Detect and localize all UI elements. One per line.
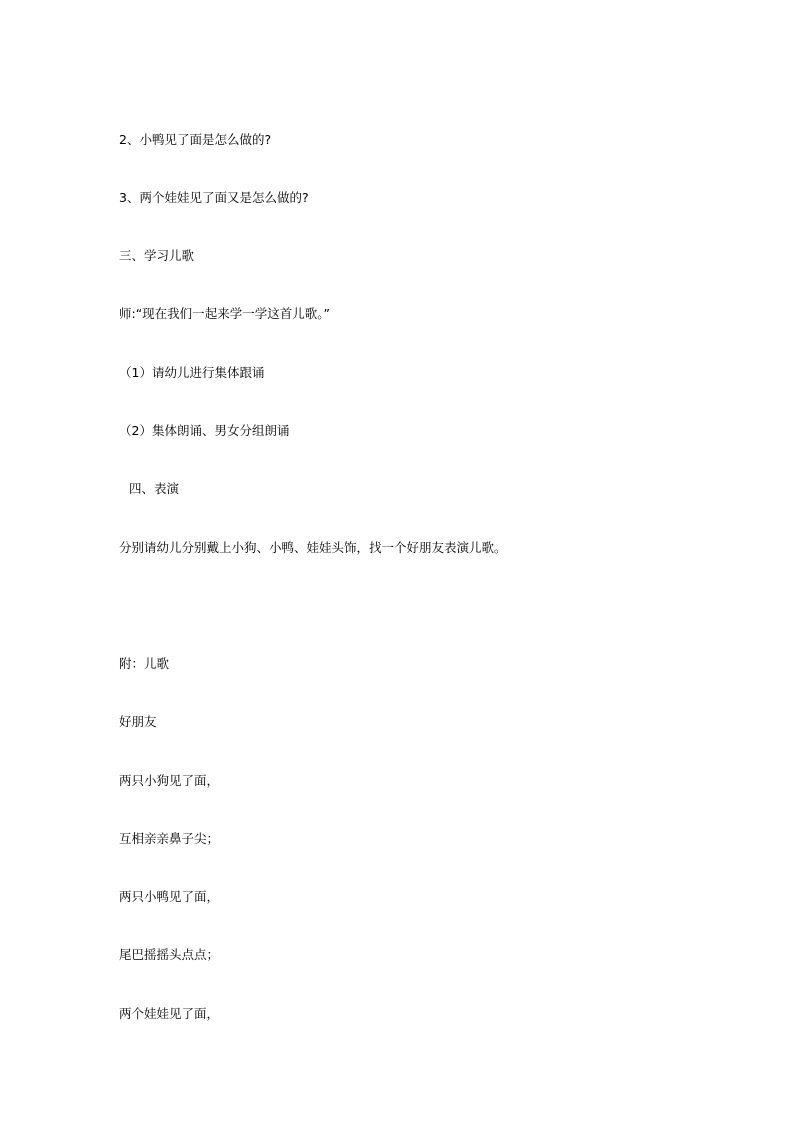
appendix-heading: 附：儿歌: [119, 656, 170, 671]
question-2: 2、小鸭见了面是怎么做的?: [119, 132, 272, 147]
song-line: 互相亲亲鼻子尖；: [119, 831, 220, 846]
song-line: 尾巴摇摇头点点；: [119, 947, 220, 962]
perform-instruction: 分别请幼儿分别戴上小狗、小鸭、娃娃头饰，找一个好朋友表演儿歌。: [119, 540, 507, 555]
step-1: （1）请幼儿进行集体跟诵: [119, 365, 265, 380]
song-title: 好朋友: [119, 714, 157, 729]
song-line: 两只小鸭见了面，: [119, 889, 220, 904]
song-line: 两只小狗见了面，: [119, 773, 220, 788]
section-heading-perform: 四、表演: [129, 481, 180, 496]
section-heading-learn-song: 三、学习儿歌: [119, 248, 195, 263]
step-2: （2）集体朗诵、男女分组朗诵: [119, 423, 290, 438]
question-3: 3、两个娃娃见了面又是怎么做的?: [119, 190, 309, 205]
song-line: 两个娃娃见了面，: [119, 1006, 220, 1021]
teacher-quote: 师:“现在我们一起来学一学这首儿歌。”: [119, 306, 330, 321]
